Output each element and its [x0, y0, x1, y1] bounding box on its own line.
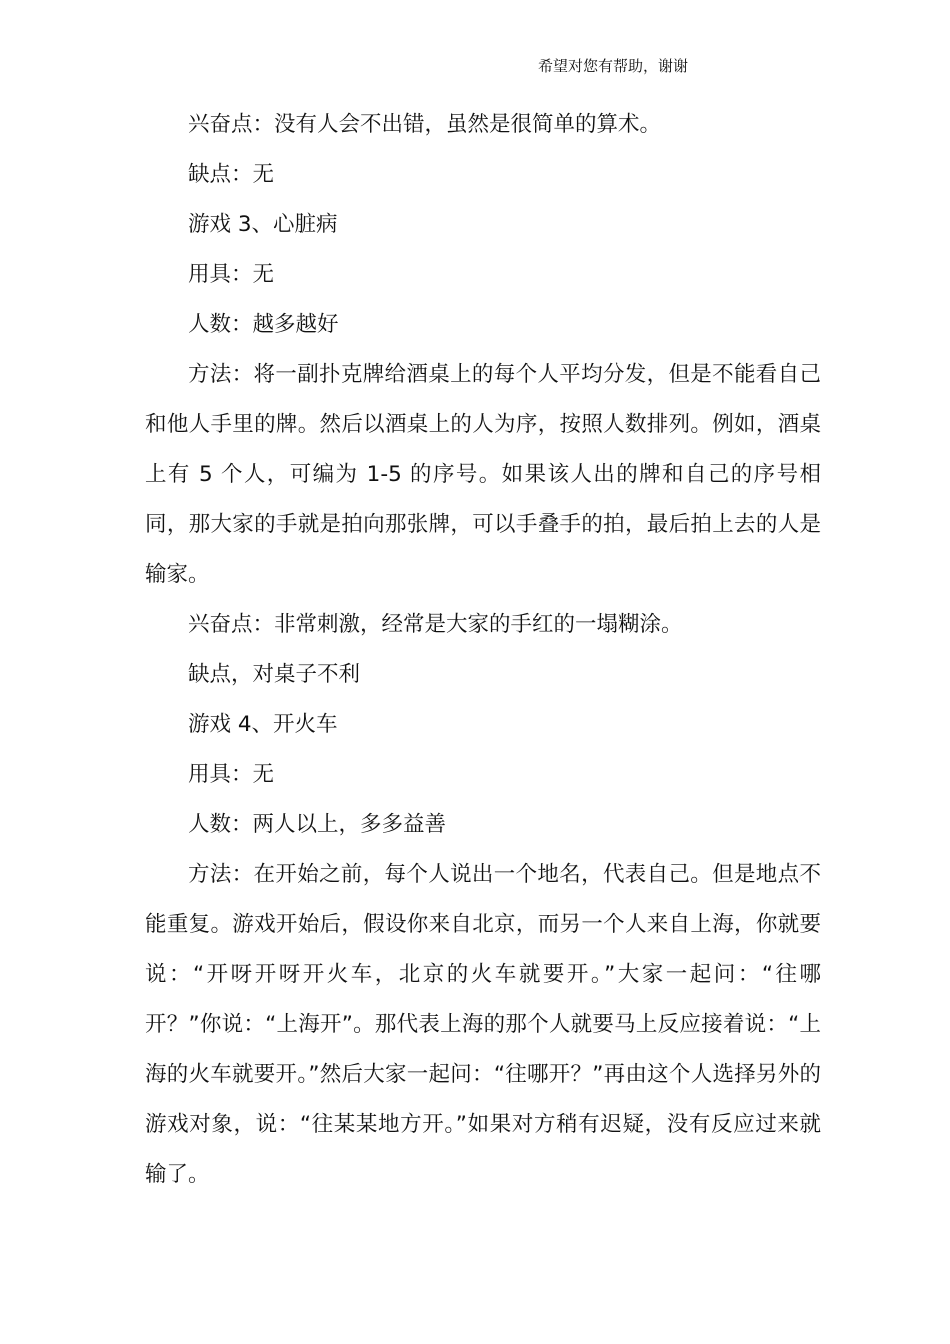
document-body: [145, 100, 821, 1200]
game-3-method: 方法：将一副扑克牌给酒桌上的每个人平均分发，但是不能看自己和他人手里的牌。然后以酒桌上的人为序，按照人数排列。例如，酒桌上有 5 个人，可编为 1-5 的序号。如果该人出的牌和自己的序号相同，那大家的手就是拍向那张牌，可以手叠手的拍，最后拍上去的人是输家。: [145, 362, 821, 587]
page-header-note: 希望对您有帮助，谢谢: [537, 57, 688, 75]
game-3-tools: 用具：无: [188, 262, 275, 287]
game-3-title: 游戏 3、心脏病: [188, 212, 338, 237]
game-4-method: 方法：在开始之前，每个人说出一个地名，代表自己。但是地点不能重复。游戏开始后，假设你来自北京，而另一个人来自上海，你就要说：“开呀开呀开火车，北京的火车就要开。”大家一起问：“往哪开？”你说：“上海开”。那代表上海的那个人就要马上反应接着说：“上海的火车就要开。”然后大家一起问：“往哪开？”再由这个人选择另外的游戏对象，说：“往某某地方开。”如果对方稍有迟疑，没有反应过来就输了。: [145, 862, 821, 1187]
game-3-excitement: 兴奋点：非常刺激，经常是大家的手红的一塌糊涂。: [188, 612, 683, 637]
game-4-players: 人数：两人以上，多多益善: [188, 812, 447, 837]
game-4-tools: 用具：无: [188, 762, 275, 787]
game-3-players: 人数：越多越好: [188, 312, 339, 337]
paragraph-excitement-3: 兴奋点：没有人会不出错，虽然是很简单的算术。: [188, 112, 662, 137]
game-4-title: 游戏 4、开火车: [188, 712, 338, 737]
paragraph-drawback-3: 缺点：无: [188, 162, 275, 187]
game-3-drawback: 缺点，对桌子不利: [188, 662, 361, 687]
